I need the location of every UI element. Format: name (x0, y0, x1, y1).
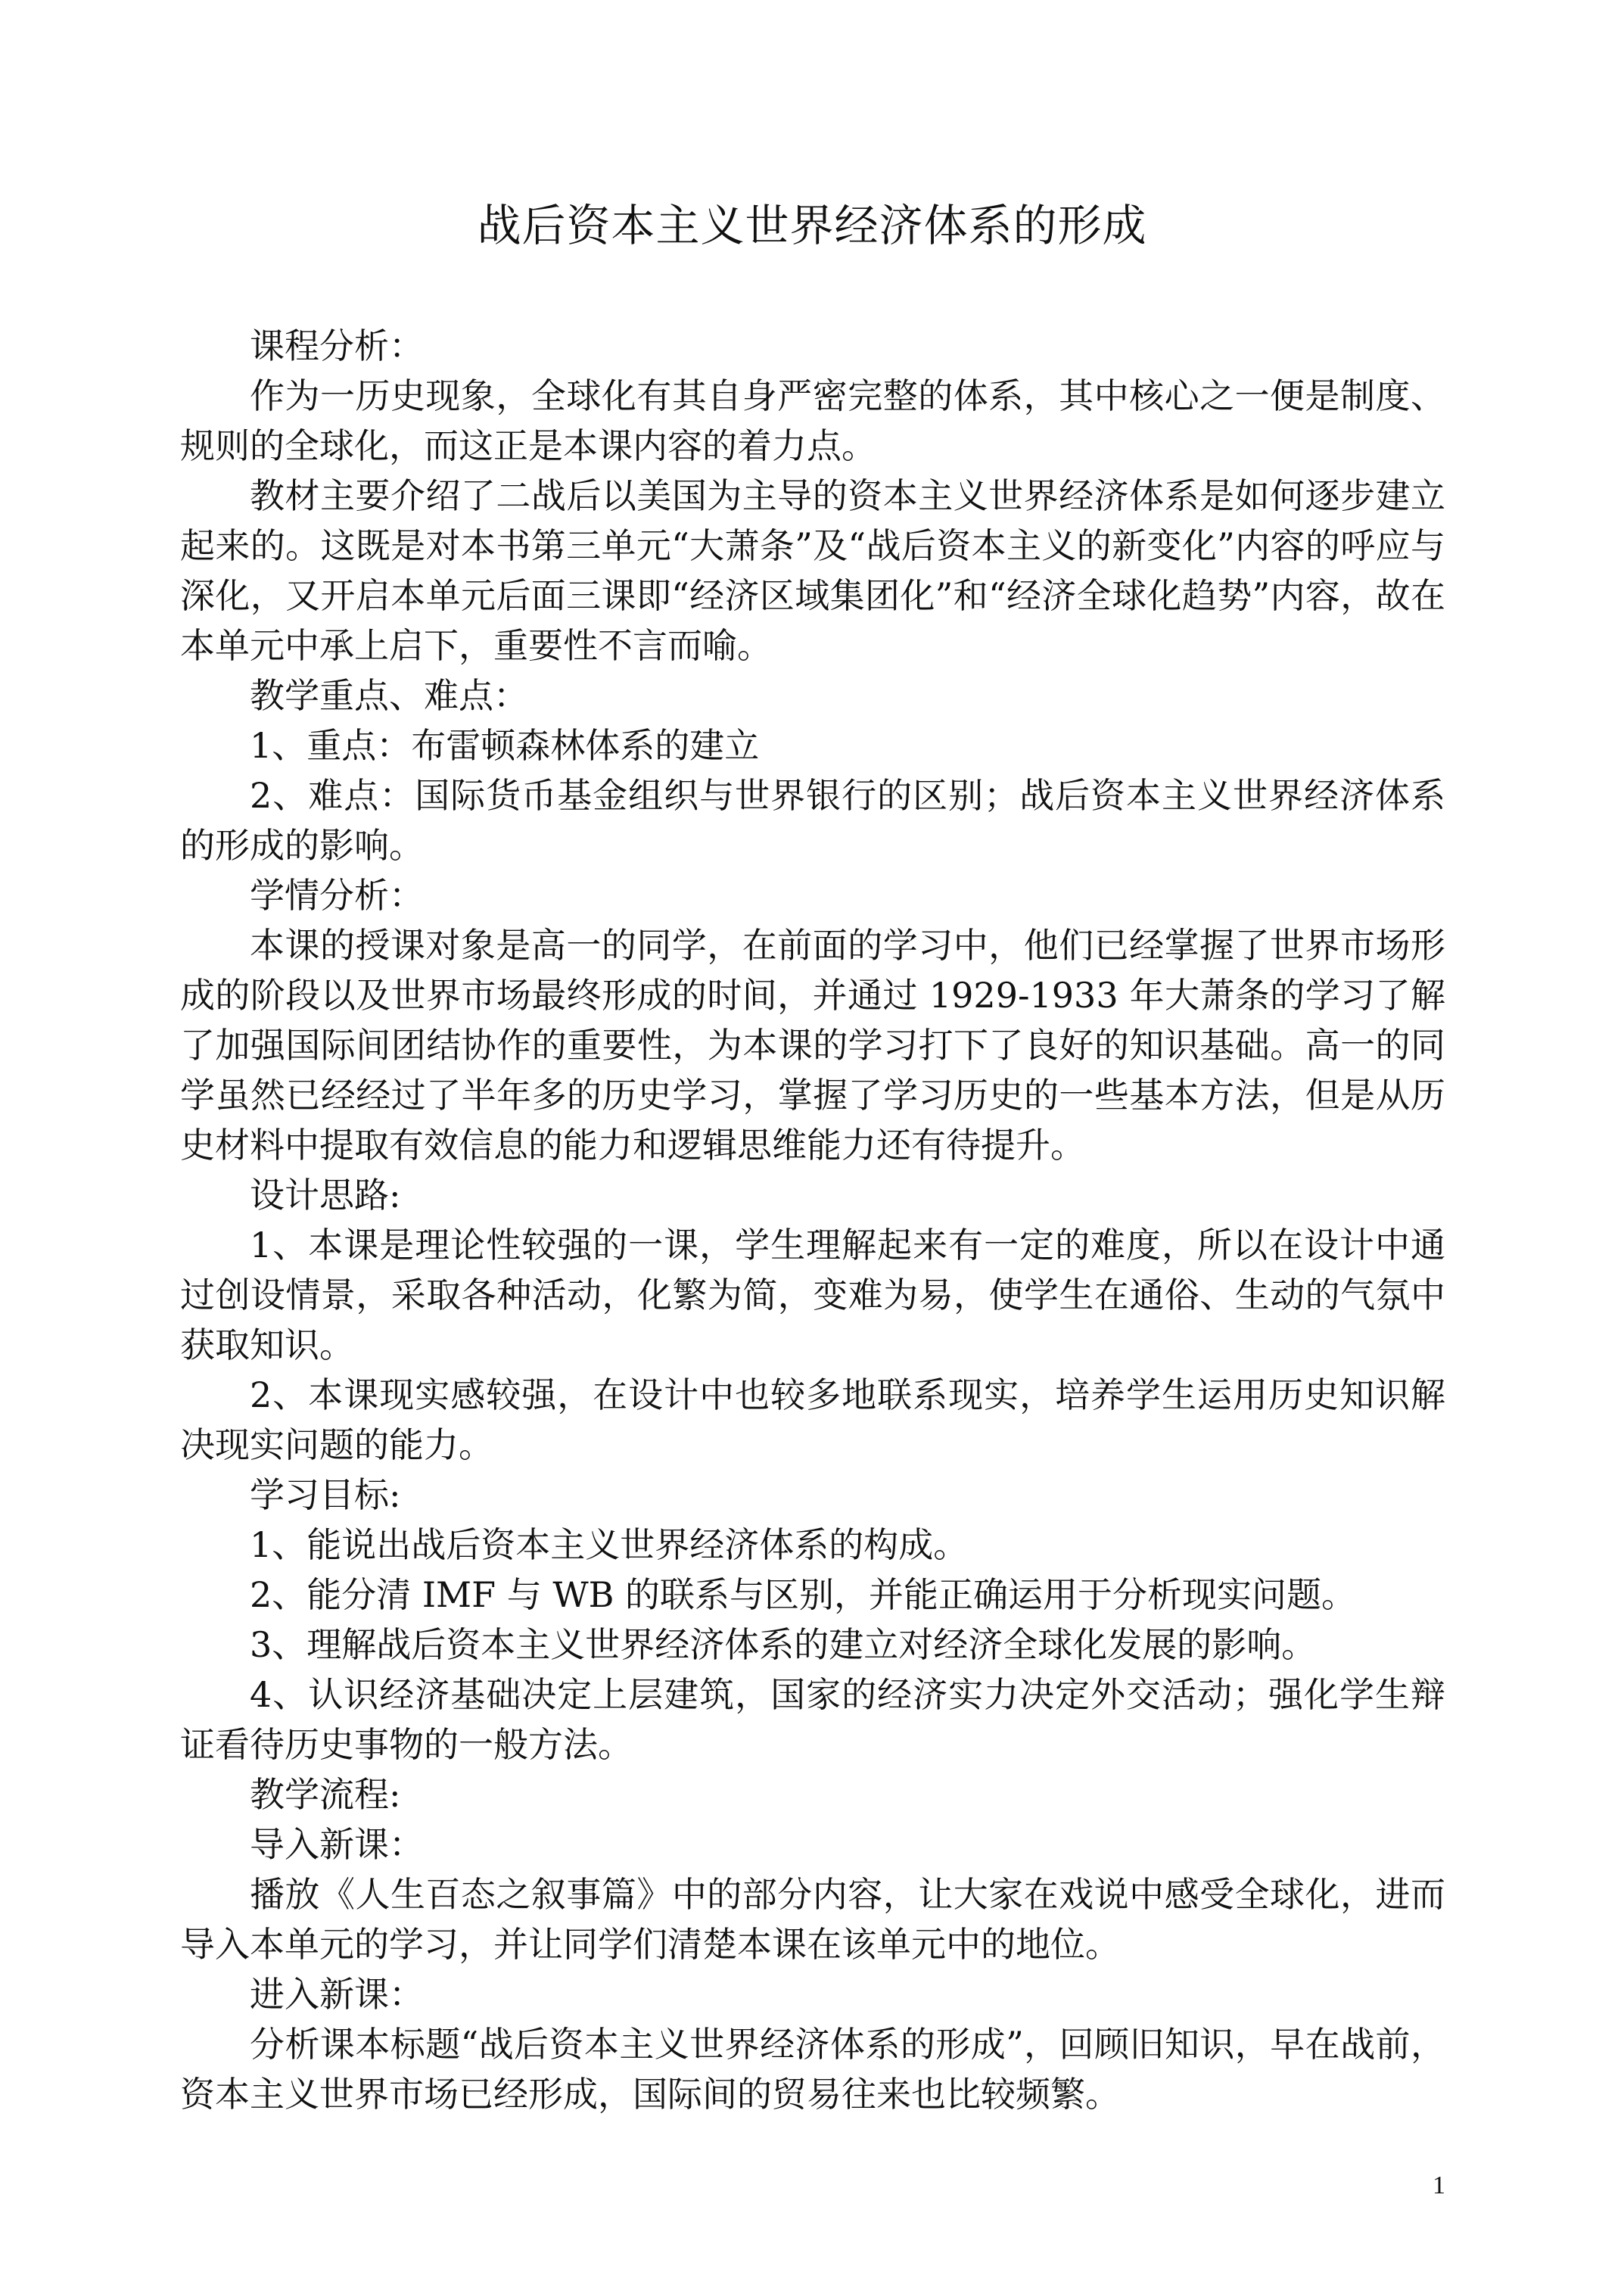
design-idea-2: 2、本课现实感较强，在设计中也较多地联系现实，培养学生运用历史知识解决现实问题的能力。 (180, 1374, 1445, 1465)
objective-2: 2、能分清 IMF 与 WB 的联系与区别，并能正确运用于分析现实问题。 (250, 1574, 1357, 1615)
objective-1: 1、能说出战后资本主义世界经济体系的构成。 (250, 1524, 969, 1565)
design-idea-1: 1、本课是理论性较强的一课，学生理解起来有一定的难度，所以在设计中通过创设情景，采取各种活动，化繁为简，变难为易，使学生在通俗、生动的气氛中获取知识。 (180, 1225, 1445, 1365)
heading-design-ideas: 设计思路: (250, 1175, 401, 1215)
objective-4: 4、认识经济基础决定上层建筑，国家的经济实力决定外交活动；强化学生辩证看待历史事物的一般方法。 (180, 1674, 1445, 1765)
heading-key-points: 教学重点、难点： (250, 675, 528, 716)
paragraph-globalization: 作为一历史现象，全球化有其自身严密完整的体系，其中核心之一便是制度、规则的全球化，而这正是本课内容的着力点。 (180, 375, 1445, 466)
paragraph-student-analysis: 本课的授课对象是高一的同学，在前面的学习中，他们已经掌握了世界市场形成的阶段以及世界市场最终形成的时间，并通过 1929-1933 年大萧条的学习了解了加强国际间团结协作的重要性，为本课的学习打下了良好的知识基础。高一的同学虽然已经经过了半年多的历史学习，掌握了学习历史的一些基本方法，但是从历史材料中提取有效信息的能力和逻辑思维能力还有待提升。 (180, 925, 1445, 1166)
document-body (180, 321, 1445, 2119)
heading-teaching-process: 教学流程: (250, 1774, 401, 1815)
objective-3: 3、理解战后资本主义世界经济体系的建立对经济全球化发展的影响。 (250, 1624, 1317, 1665)
heading-student-analysis: 学情分析： (250, 875, 424, 916)
heading-introduction: 导入新课： (250, 1824, 424, 1865)
paragraph-introduction: 播放《人生百态之叙事篇》中的部分内容，让大家在戏说中感受全球化，进而导入本单元的学习，并让同学们清楚本课在该单元中的地位。 (180, 1874, 1445, 1965)
heading-course-analysis: 课程分析： (250, 325, 424, 366)
key-point-2: 2、难点：国际货币基金组织与世界银行的区别；战后资本主义世界经济体系的形成的影响。 (180, 775, 1445, 866)
document-title: 战后资本主义世界经济体系的形成 (477, 200, 1147, 251)
key-point-1: 1、重点：布雷顿森林体系的建立 (250, 725, 760, 766)
heading-new-lesson: 进入新课： (250, 1974, 424, 2015)
paragraph-textbook-summary: 教材主要介绍了二战后以美国为主导的资本主义世界经济体系是如何逐步建立起来的。这既是对本书第三单元“大萧条”及“战后资本主义的新变化”内容的呼应与深化，又开启本单元后面三课即“经济区域集团化”和“经济全球化趋势”内容，故在本单元中承上启下，重要性不言而喻。 (180, 475, 1445, 666)
heading-learning-objectives: 学习目标: (250, 1474, 401, 1515)
paragraph-new-lesson: 分析课本标题“战后资本主义世界经济体系的形成”，回顾旧知识，早在战前，资本主义世界市场已经形成，国际间的贸易往来也比较频繁。 (180, 2024, 1445, 2115)
page-number: 1 (1433, 2171, 1445, 2199)
